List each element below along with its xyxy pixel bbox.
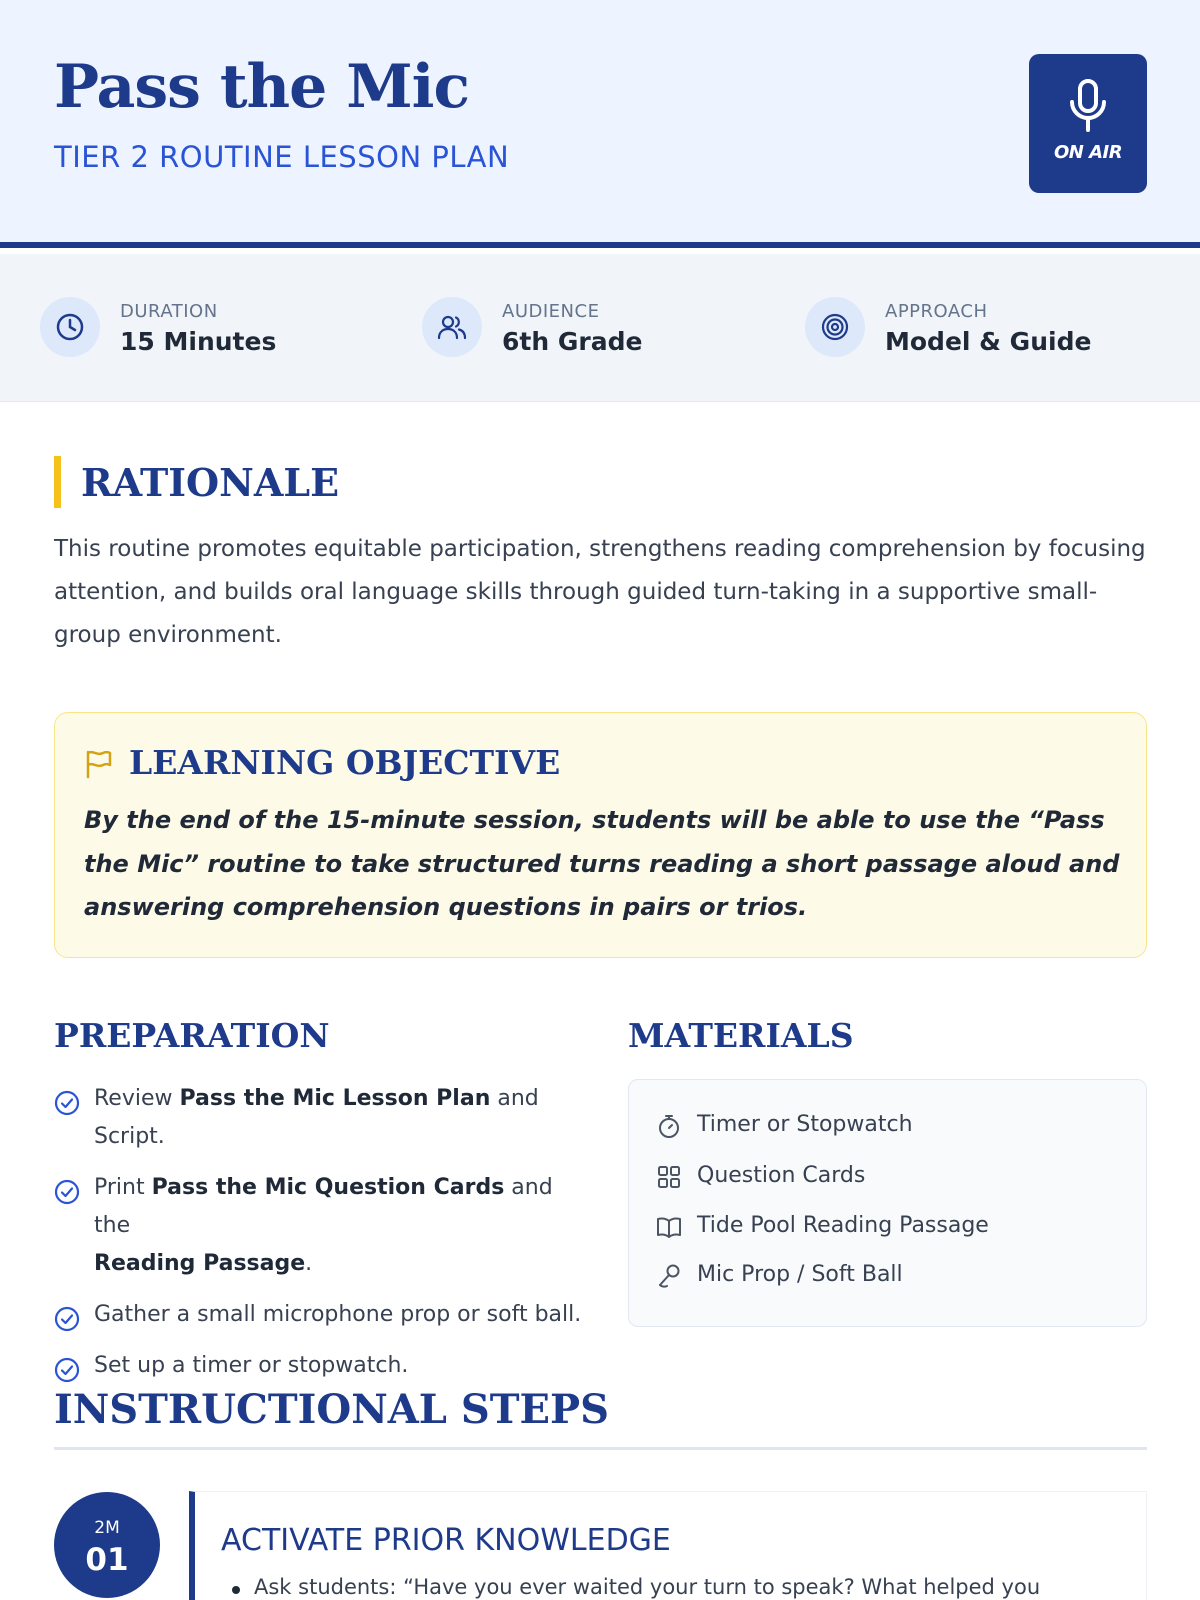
book-icon [656,1214,682,1240]
users-icon-badge [422,297,482,357]
flag-icon [85,749,113,779]
materials-box [628,1079,1147,1327]
rationale-accent-bar [54,456,61,508]
material-label: Mic Prop / Soft Ball [697,1262,903,1287]
target-icon-badge [805,297,865,357]
users-icon [437,312,467,342]
objective-text: By the end of the 15-minute session, students will be able to use the “Pass the Mic” routine to take structured turns reading a short passage aloud and answering comprehension questions in pairs or trios. [84,806,1120,921]
steps-heading: INSTRUCTIONAL STEPS [54,1386,609,1433]
approach-value: Model & Guide [885,327,1092,356]
approach-label: APPROACH [885,301,988,322]
check-circle-icon [54,1179,80,1205]
audience-label: AUDIENCE [502,301,600,322]
prep-text: Review [94,1086,180,1111]
lesson-meta-bar [0,254,1200,402]
list-item [54,1169,594,1283]
step-duration: 2M [94,1518,120,1538]
on-air-badge [1029,54,1147,193]
check-circle-icon [54,1357,80,1383]
prep-text: and Script. [94,1086,539,1149]
learning-objective-box [54,712,1147,958]
page-header [0,0,1200,248]
material-label: Question Cards [697,1163,866,1188]
on-air-label: ON AIR [1053,142,1123,163]
duration-value: 15 Minutes [120,327,277,356]
duration-label: DURATION [120,301,218,322]
check-circle-icon [54,1306,80,1332]
clock-icon-badge [40,297,100,357]
list-item [54,1296,594,1334]
step-bullet-text: Ask students: “Have you ever waited your turn to speak? What helped you [254,1575,1041,1599]
mic-prop-icon [656,1263,682,1289]
prep-text: . [305,1251,313,1276]
prep-bold-text: Reading Passage [94,1251,306,1276]
step-number-badge [54,1492,160,1598]
preparation-heading: PREPARATION [54,1016,330,1055]
prep-text: Print [94,1175,152,1200]
bullet-dot [232,1586,240,1594]
prep-bold-text: Pass the Mic Question Cards [151,1175,505,1200]
prep-text: Gather a small microphone prop or soft ball. [94,1302,582,1327]
check-circle-icon [54,1090,80,1116]
rationale-heading: RATIONALE [81,460,340,505]
materials-heading: MATERIALS [628,1016,854,1055]
grid-icon [656,1164,682,1190]
prep-bold-text: Pass the Mic Lesson Plan [179,1086,491,1111]
target-icon [820,312,850,342]
rationale-text: This routine promotes equitable participation, strengthens reading comprehension by focusing attention, and builds oral language skills through guided turn-taking in a supportive small-group environment. [54,536,1146,648]
prep-text: and the [94,1175,553,1238]
stopwatch-icon [656,1113,682,1139]
step-index: 01 [85,1542,129,1578]
list-item [54,1347,594,1385]
material-label: Tide Pool Reading Passage [697,1213,989,1238]
material-label: Timer or Stopwatch [697,1112,913,1137]
page-title: Pass the Mic [54,52,469,122]
clock-icon [55,312,85,342]
list-item [54,1080,594,1156]
step-title: ACTIVATE PRIOR KNOWLEDGE [221,1523,671,1558]
preparation-list [54,1080,594,1398]
prep-text: Set up a timer or stopwatch. [94,1353,409,1378]
microphone-icon [1067,78,1109,134]
audience-value: 6th Grade [502,327,643,356]
objective-heading: LEARNING OBJECTIVE [129,743,561,782]
steps-divider [54,1447,1147,1450]
page-subtitle: TIER 2 ROUTINE LESSON PLAN [54,140,510,174]
